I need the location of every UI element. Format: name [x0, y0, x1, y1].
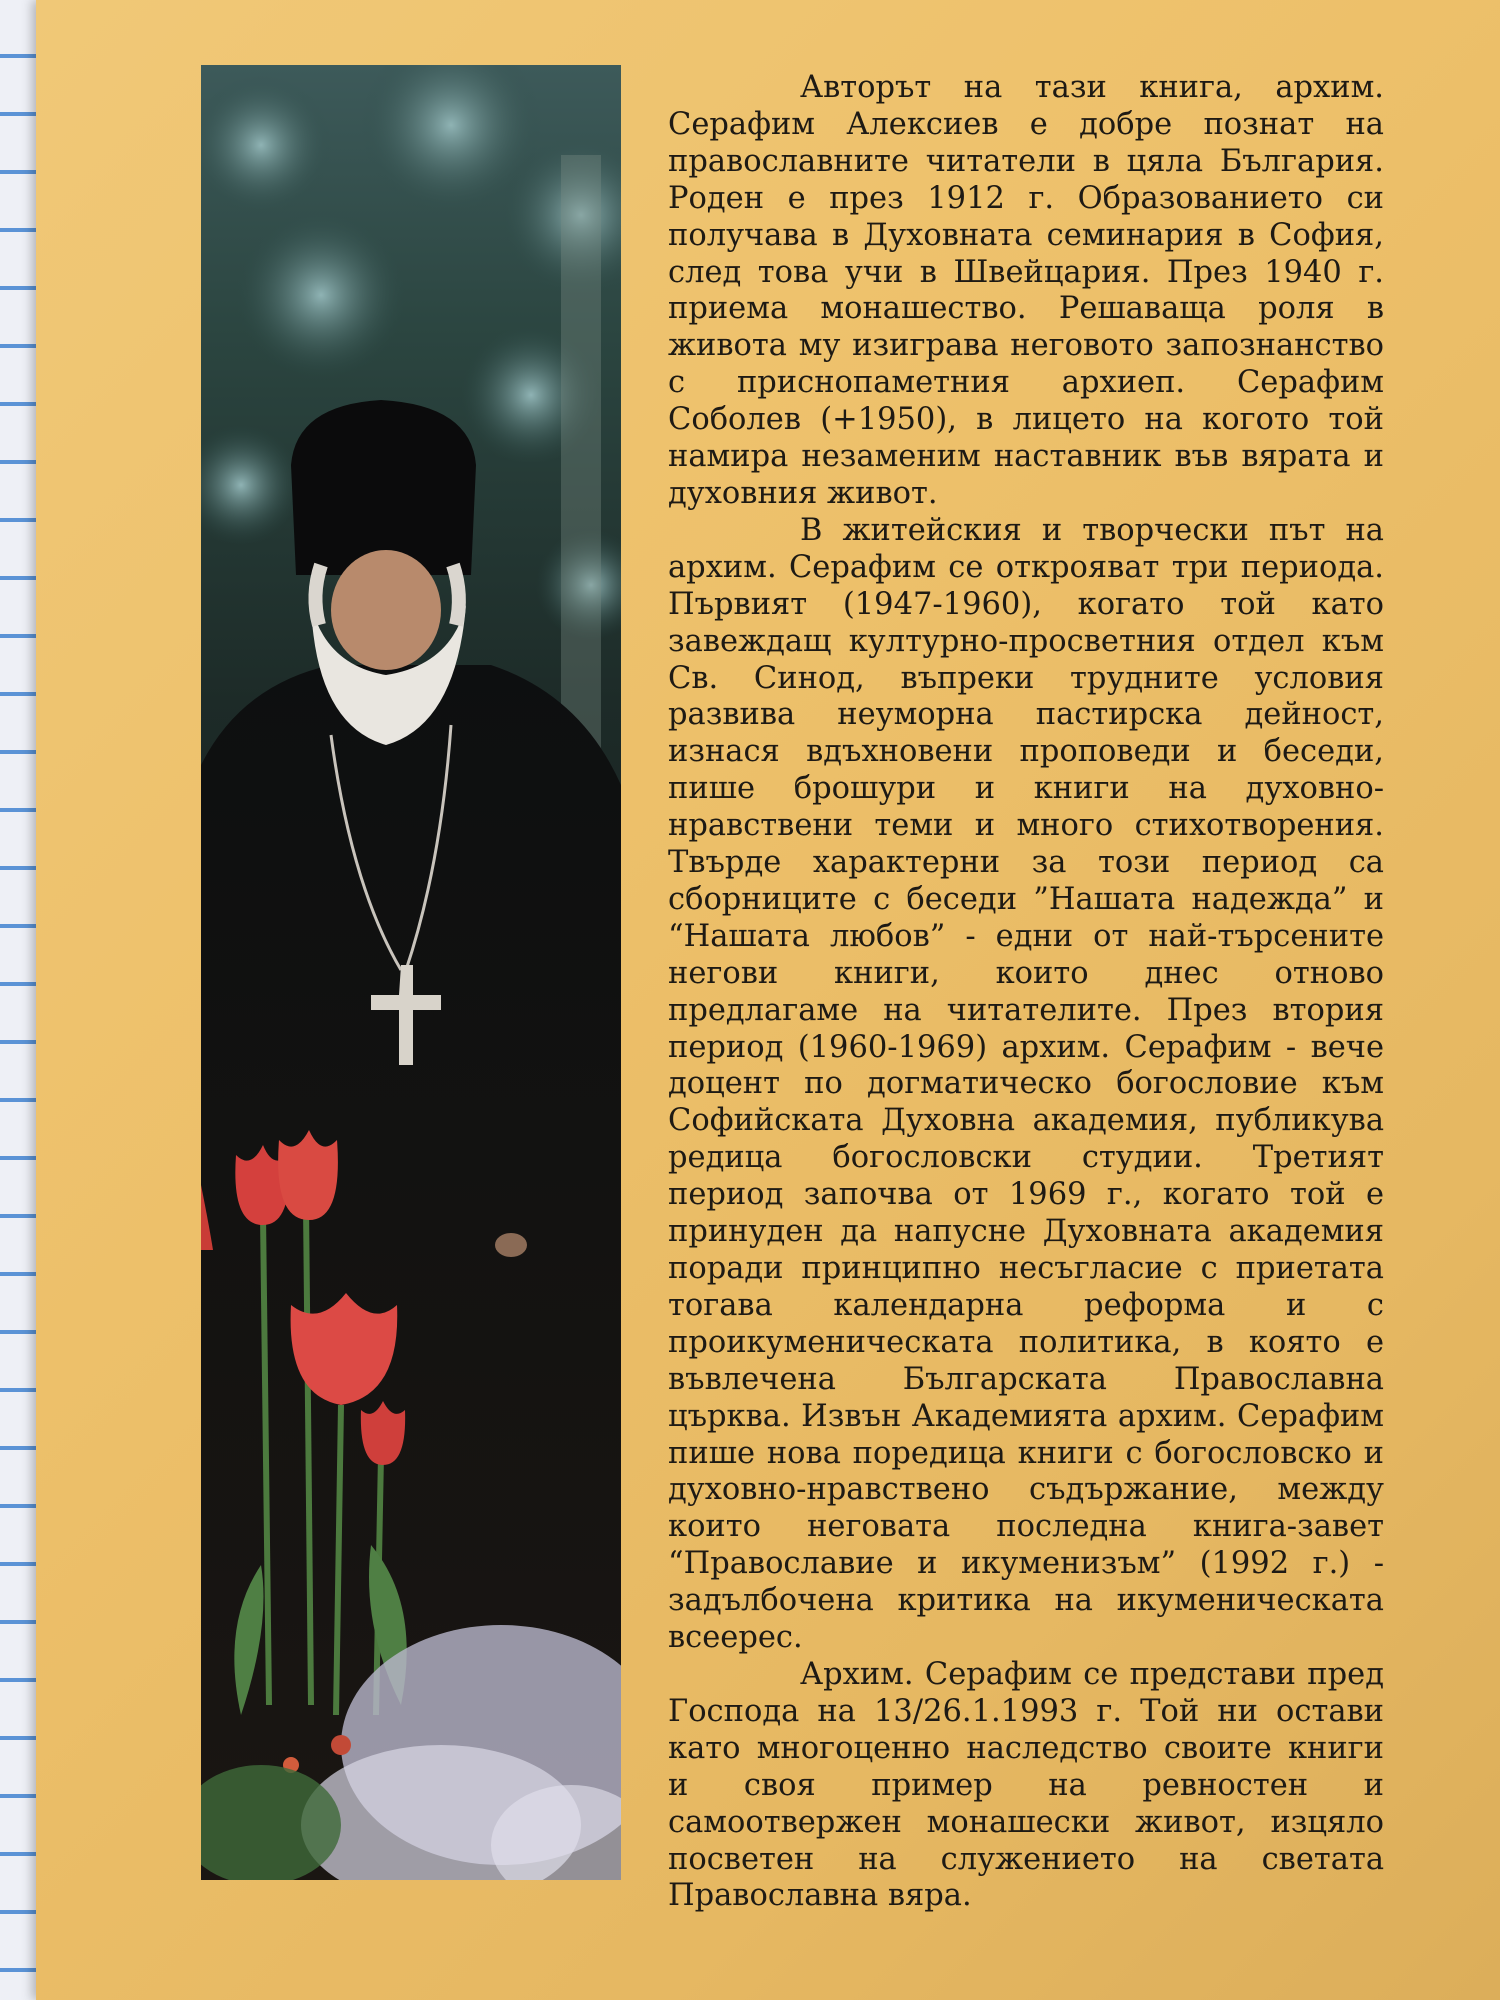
portrait-illustration: [201, 65, 621, 1880]
book-back-cover: [36, 0, 1500, 2000]
biography-paragraph: Авторът на тази книга, архим. Серафим Алексиев е добре познат на православните читатели в цяла България. Роден е през 1912 г. Образованието си получава в Духовната семинария в София, след това учи в Швейцария. През 1940 г. приема монашество. Решаваща роля в живота му изиграва неговото запознанство с приснопаметния архиеп. Серафим Соболев (+1950), в лицето на когото той намира незаменим наставник във вярата и духовния живот.: [668, 70, 1384, 511]
author-biography-text: [668, 70, 1384, 1915]
biography-paragraph: В житейския и творчески път на архим. Серафим се открояват три периода. Първият (1947-1960), когато той като завеждащ културно-просветния отдел към Св. Синод, въпреки трудните условия развива неуморна пастирска дейност, изнася вдъхновени проповеди и беседи, пише брошури и книги на духовно-нравствени теми и много стихотворения. Твърде характерни за този период са сборниците с беседи ”Нашата надежда” и “Нашата любов” - едни от най-търсените негови книги, които днес отново предлагаме на читателите. През втория период (1960-1969) архим. Серафим - вече доцент по догматическо богословие към Софийската Духовна академия, публикува редица богословски студии. Третият период започва от 1969 г., когато той е принуден да напусне Духовната академия поради принципно несъгласие с приетата тогава календарна реформа и с проикуменическата политика, в която е въвлечена Българската Православна църква. Извън Академията архим. Серафим пише нова поредица книги с богословско и духовно-нравствено съдържание, между които неговата последна книга-завет “Православие и икуменизъм” (1992 г.) - задълбочена критика на икуменическата всеерес.: [668, 512, 1384, 1656]
author-portrait-photo: [201, 65, 621, 1880]
biography-paragraph: Архим. Серафим се представи пред Господа на 13/26.1.1993 г. Той ни остави като многоценно наследство своите книги и своя пример на ревностен и самоотвержен монашески живот, изцяло посветен на служението на светата Православна вяра.: [668, 1656, 1384, 1914]
